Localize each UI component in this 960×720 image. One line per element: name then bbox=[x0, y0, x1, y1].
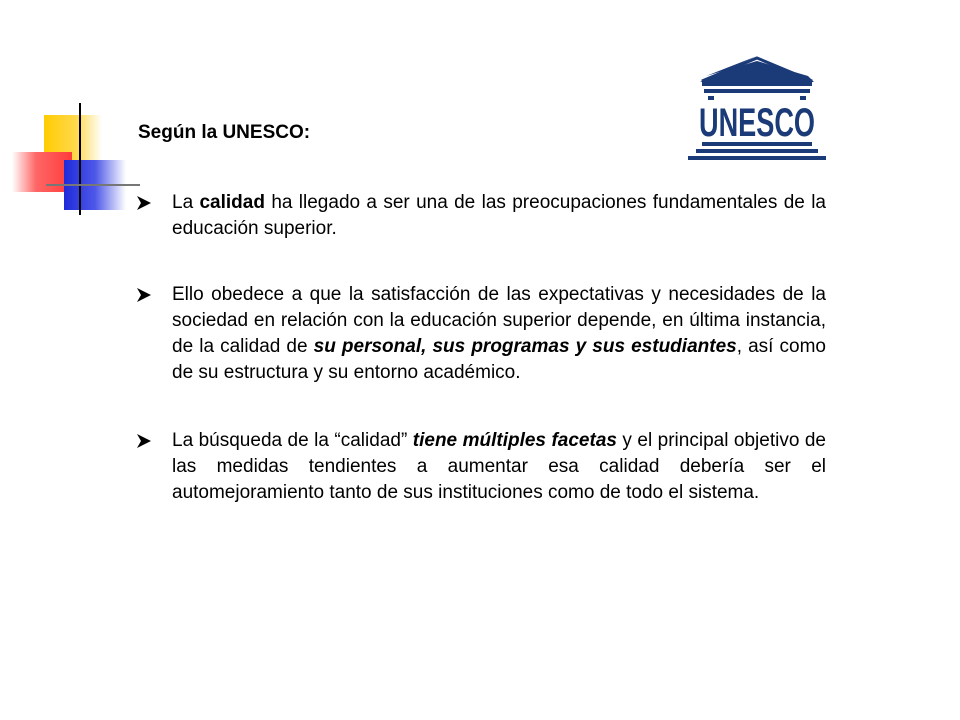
bullet-list bbox=[136, 190, 826, 506]
page-title: Según la UNESCO: bbox=[138, 122, 311, 143]
list-item bbox=[136, 190, 826, 242]
list-item bbox=[136, 282, 826, 386]
list-item bbox=[136, 428, 826, 506]
bullet-text: Ello obedece a que la satisfacción de las expectativas y necesidades de la sociedad en relación con la educación superior depende, en última instancia, de la calidad de bbox=[172, 284, 826, 357]
arrow-bullet-icon bbox=[136, 287, 152, 303]
bullet-text: ha llegado a ser una de las preocupaciones fundamentales de la educación superior. bbox=[172, 192, 826, 239]
arrow-bullet-icon bbox=[136, 433, 152, 449]
logo-text: UNESCO bbox=[699, 101, 815, 145]
bullet-text: La búsqueda de la “calidad” bbox=[172, 430, 413, 451]
bullet-text: y el principal objetivo de las medidas tendientes a aumentar esa calidad debería ser el automejoramiento tanto de sus instituciones como de todo el sistema. bbox=[172, 430, 826, 503]
emphasis-text: tiene múltiples facetas bbox=[412, 430, 617, 451]
unesco-logo bbox=[688, 52, 826, 164]
emphasis-text: su personal, sus programas y sus estudiantes bbox=[313, 336, 737, 357]
red-square bbox=[12, 152, 72, 192]
bullet-text: , así como de su estructura y su entorno académico. bbox=[172, 336, 826, 383]
decorative-squares bbox=[0, 0, 140, 230]
vertical-line bbox=[79, 103, 81, 215]
emphasis-text: calidad bbox=[199, 192, 265, 213]
unesco-temple-icon bbox=[688, 52, 826, 164]
bullet-text: La bbox=[172, 192, 200, 213]
arrow-bullet-icon bbox=[136, 195, 152, 211]
horizontal-line bbox=[46, 184, 140, 186]
